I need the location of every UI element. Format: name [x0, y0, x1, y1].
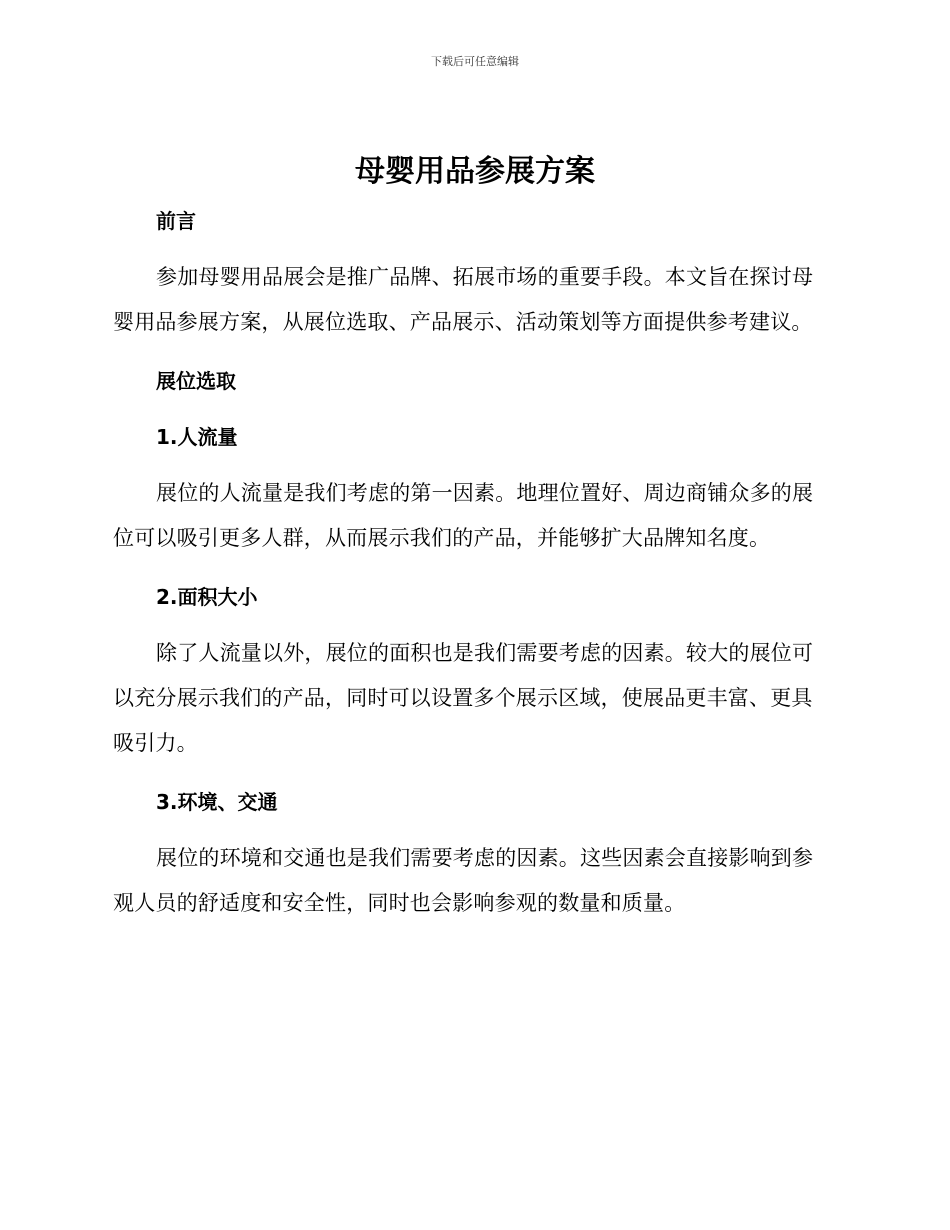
document-body	[113, 205, 829, 926]
section-heading-preface: 前言	[156, 209, 196, 233]
section-heading-environment-traffic: 3.环境、交通	[156, 790, 278, 814]
section-heading-booth-selection: 展位选取	[156, 369, 236, 393]
paragraph-foot-traffic: 展位的人流量是我们考虑的第一因素。地理位置好、周边商铺众多的展位可以吸引更多人群，从而展示我们的产品，并能够扩大品牌知名度。	[113, 481, 814, 550]
paragraph-area-size: 除了人流量以外，展位的面积也是我们需要考虑的因素。较大的展位可以充分展示我们的产品，同时可以设置多个展示区域，使展品更丰富、更具吸引力。	[113, 641, 814, 755]
section-heading-area-size: 2.面积大小	[156, 585, 258, 609]
paragraph-environment-traffic: 展位的环境和交通也是我们需要考虑的因素。这些因素会直接影响到参观人员的舒适度和安全性，同时也会影响参观的数量和质量。	[113, 846, 814, 915]
page-header-note: 下载后可任意编辑	[431, 55, 519, 68]
section-heading-foot-traffic: 1.人流量	[156, 425, 238, 449]
document-title: 母婴用品参展方案	[355, 154, 595, 189]
paragraph-preface: 参加母婴用品展会是推广品牌、拓展市场的重要手段。本文旨在探讨母婴用品参展方案，从展位选取、产品展示、活动策划等方面提供参考建议。	[113, 265, 814, 334]
